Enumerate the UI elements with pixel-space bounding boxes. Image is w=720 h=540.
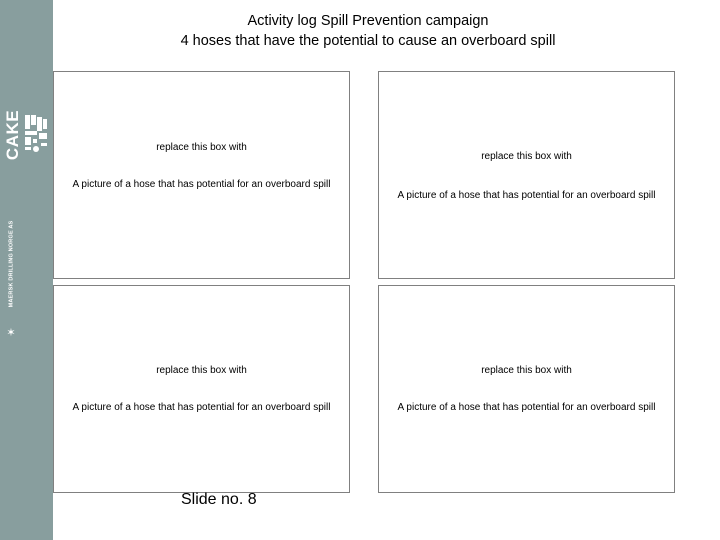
star-icon: ✶: [6, 327, 16, 339]
slide-title: [53, 11, 683, 51]
image-placeholder-box: [378, 285, 675, 493]
image-placeholder-box: [53, 71, 350, 279]
placeholder-line-1: replace this box with: [156, 142, 247, 153]
placeholder-line-1: replace this box with: [481, 365, 572, 376]
image-placeholder-box: [378, 71, 675, 279]
placeholder-line-1: replace this box with: [481, 151, 572, 162]
title-line-1: Activity log Spill Prevention campaign: [247, 13, 489, 29]
placeholder-line-2: A picture of a hose that has potential for an overboard spill: [72, 402, 331, 413]
title-line-2: 4 hoses that have the potential to cause an overboard spill: [180, 33, 556, 49]
logo-text: CAKE: [3, 109, 23, 161]
company-name: MAERSK DRILLING NORGE AS: [8, 220, 15, 308]
slide-number: Slide no. 8: [181, 491, 257, 508]
sidebar: [0, 0, 53, 540]
placeholder-line-2: A picture of a hose that has potential for an overboard spill: [72, 179, 331, 190]
cake-logo-icon: [23, 113, 49, 155]
placeholder-line-1: replace this box with: [156, 365, 247, 376]
placeholder-line-2: A picture of a hose that has potential for an overboard spill: [397, 190, 656, 201]
image-placeholder-box: [53, 285, 350, 493]
placeholder-line-2: A picture of a hose that has potential for an overboard spill: [397, 402, 656, 413]
